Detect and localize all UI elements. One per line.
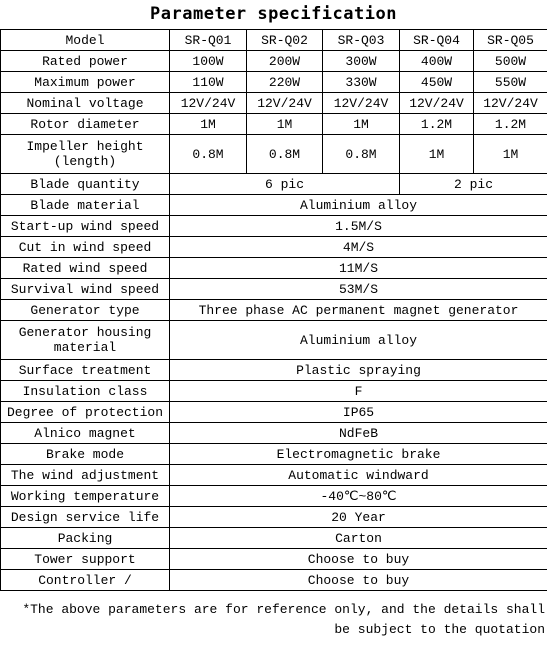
row-label: Impeller height (length) [1, 135, 170, 174]
cell-value: 330W [323, 72, 400, 93]
table-row [1, 279, 547, 300]
cell-value: 4M/S [170, 237, 547, 258]
cell-value: Aluminium alloy [170, 195, 547, 216]
table-row [1, 465, 547, 486]
table-row [1, 321, 547, 360]
cell-value: IP65 [170, 402, 547, 423]
row-label: Generator type [1, 300, 170, 321]
cell-value: 1M [323, 114, 400, 135]
row-label: Start-up wind speed [1, 216, 170, 237]
table-row [1, 51, 547, 72]
cell-value: 200W [247, 51, 323, 72]
cell-value: -40℃~80℃ [170, 486, 547, 507]
table-row [1, 258, 547, 279]
cell-value: F [170, 381, 547, 402]
row-label: Rated wind speed [1, 258, 170, 279]
cell-value: 500W [474, 51, 547, 72]
row-label: Packing [1, 528, 170, 549]
table-row [1, 114, 547, 135]
table-row [1, 72, 547, 93]
row-label: Surface treatment [1, 360, 170, 381]
row-label: Insulation class [1, 381, 170, 402]
cell-value: Carton [170, 528, 547, 549]
cell-value: Choose to buy [170, 549, 547, 570]
cell-value: 6 pic [170, 174, 400, 195]
row-label: Nominal voltage [1, 93, 170, 114]
cell-value: 12V/24V [323, 93, 400, 114]
cell-value: Plastic spraying [170, 360, 547, 381]
footnote-line: *The above parameters are for reference only, and the details shall [22, 602, 545, 617]
row-label: Tower support [1, 549, 170, 570]
cell-value: 100W [170, 51, 247, 72]
cell-value: Choose to buy [170, 570, 547, 591]
row-label: Working temperature [1, 486, 170, 507]
header-model: SR-Q05 [474, 30, 547, 51]
row-label: Design service life [1, 507, 170, 528]
table-header-row [1, 30, 547, 51]
header-model: SR-Q01 [170, 30, 247, 51]
cell-value: 0.8M [247, 135, 323, 174]
cell-value: 1.2M [474, 114, 547, 135]
table-row [1, 423, 547, 444]
cell-value: 220W [247, 72, 323, 93]
cell-value: Three phase AC permanent magnet generator [170, 300, 547, 321]
cell-value: 2 pic [400, 174, 547, 195]
footnote-line: be subject to the quotation [334, 622, 545, 637]
cell-value: 12V/24V [474, 93, 547, 114]
cell-value: 20 Year [170, 507, 547, 528]
row-label: Cut in wind speed [1, 237, 170, 258]
row-label: Controller / [1, 570, 170, 591]
cell-value: 1M [170, 114, 247, 135]
cell-value: 12V/24V [170, 93, 247, 114]
header-label: Model [1, 30, 170, 51]
cell-value: 1.5M/S [170, 216, 547, 237]
row-label: Blade quantity [1, 174, 170, 195]
cell-value: 1M [247, 114, 323, 135]
table-row [1, 528, 547, 549]
cell-value: Automatic windward [170, 465, 547, 486]
row-label: Survival wind speed [1, 279, 170, 300]
cell-value: 0.8M [170, 135, 247, 174]
cell-value: 450W [400, 72, 474, 93]
header-model: SR-Q02 [247, 30, 323, 51]
table-row [1, 237, 547, 258]
cell-value: 53M/S [170, 279, 547, 300]
cell-value: 300W [323, 51, 400, 72]
row-label: The wind adjustment [1, 465, 170, 486]
table-row [1, 195, 547, 216]
table-row [1, 549, 547, 570]
row-label: Blade material [1, 195, 170, 216]
cell-value: 12V/24V [247, 93, 323, 114]
table-row [1, 381, 547, 402]
table-row [1, 216, 547, 237]
footnote [0, 600, 545, 640]
page-title: Parameter specification [150, 4, 397, 24]
table-row [1, 174, 547, 195]
cell-value: 1M [474, 135, 547, 174]
table-row [1, 444, 547, 465]
row-label: Rated power [1, 51, 170, 72]
table-row [1, 486, 547, 507]
cell-value: 550W [474, 72, 547, 93]
table-row [1, 402, 547, 423]
cell-value: Electromagnetic brake [170, 444, 547, 465]
cell-value: 11M/S [170, 258, 547, 279]
row-label: Brake mode [1, 444, 170, 465]
row-label: Alnico magnet [1, 423, 170, 444]
cell-value: 1M [400, 135, 474, 174]
header-model: SR-Q04 [400, 30, 474, 51]
table-row [1, 570, 547, 591]
table-row [1, 135, 547, 174]
header-model: SR-Q03 [323, 30, 400, 51]
row-label: Generator housing material [1, 321, 170, 360]
cell-value: 0.8M [323, 135, 400, 174]
table-row [1, 93, 547, 114]
table-row [1, 360, 547, 381]
row-label: Degree of protection [1, 402, 170, 423]
cell-value: NdFeB [170, 423, 547, 444]
table-row [1, 300, 547, 321]
parameter-table [0, 29, 547, 591]
table-row [1, 507, 547, 528]
row-label: Maximum power [1, 72, 170, 93]
cell-value: 400W [400, 51, 474, 72]
cell-value: Aluminium alloy [170, 321, 547, 360]
cell-value: 12V/24V [400, 93, 474, 114]
cell-value: 110W [170, 72, 247, 93]
cell-value: 1.2M [400, 114, 474, 135]
row-label: Rotor diameter [1, 114, 170, 135]
